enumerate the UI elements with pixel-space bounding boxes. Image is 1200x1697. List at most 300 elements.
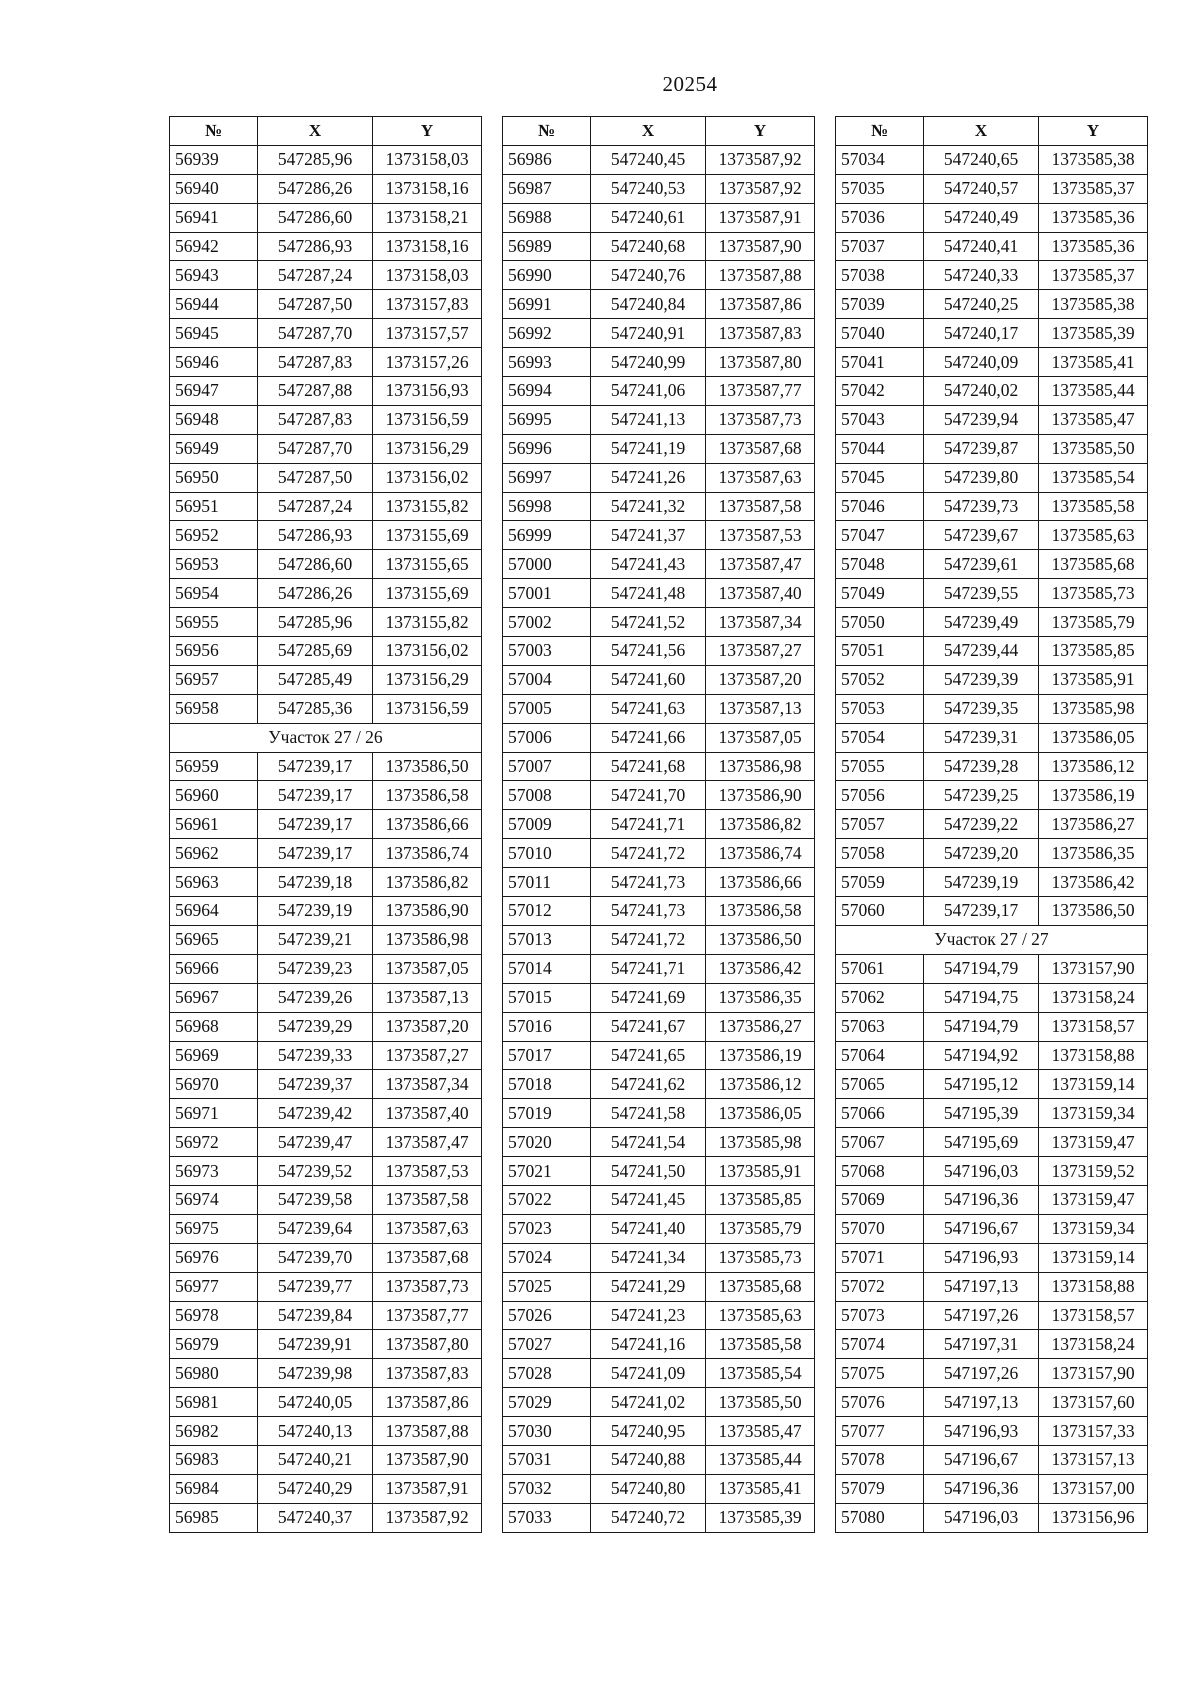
point-number: 57036 bbox=[836, 203, 924, 232]
table-row bbox=[170, 203, 482, 232]
x-coordinate: 547240,37 bbox=[258, 1503, 373, 1532]
y-coordinate: 1373587,73 bbox=[373, 1272, 482, 1301]
table-row bbox=[170, 954, 482, 983]
x-coordinate: 547241,70 bbox=[591, 781, 706, 810]
y-coordinate: 1373158,16 bbox=[373, 174, 482, 203]
x-coordinate: 547287,70 bbox=[258, 434, 373, 463]
y-coordinate: 1373585,98 bbox=[706, 1128, 815, 1157]
y-coordinate: 1373586,19 bbox=[1039, 781, 1148, 810]
point-number: 57078 bbox=[836, 1445, 924, 1474]
y-coordinate: 1373587,77 bbox=[373, 1301, 482, 1330]
point-number: 56952 bbox=[170, 521, 258, 550]
y-coordinate: 1373587,58 bbox=[373, 1185, 482, 1214]
point-number: 57046 bbox=[836, 492, 924, 521]
point-number: 57019 bbox=[503, 1099, 591, 1128]
x-coordinate: 547239,28 bbox=[924, 752, 1039, 781]
table-header-row bbox=[503, 117, 815, 146]
point-number: 56993 bbox=[503, 348, 591, 377]
point-number: 57024 bbox=[503, 1243, 591, 1272]
table-row bbox=[836, 665, 1148, 694]
table-row bbox=[170, 1417, 482, 1446]
table-row bbox=[170, 1012, 482, 1041]
point-number: 57023 bbox=[503, 1214, 591, 1243]
table-row bbox=[836, 319, 1148, 348]
point-number: 57051 bbox=[836, 637, 924, 666]
x-coordinate: 547196,93 bbox=[924, 1417, 1039, 1446]
x-coordinate: 547286,26 bbox=[258, 579, 373, 608]
point-number: 56962 bbox=[170, 839, 258, 868]
y-coordinate: 1373159,34 bbox=[1039, 1099, 1148, 1128]
table-row bbox=[836, 348, 1148, 377]
y-coordinate: 1373586,90 bbox=[373, 897, 482, 926]
point-number: 56969 bbox=[170, 1041, 258, 1070]
table-row bbox=[836, 463, 1148, 492]
x-coordinate: 547241,72 bbox=[591, 839, 706, 868]
point-number: 57060 bbox=[836, 897, 924, 926]
y-coordinate: 1373155,69 bbox=[373, 579, 482, 608]
point-number: 57026 bbox=[503, 1301, 591, 1330]
table-row bbox=[503, 1474, 815, 1503]
x-coordinate: 547241,40 bbox=[591, 1214, 706, 1243]
point-number: 56945 bbox=[170, 319, 258, 348]
point-number: 56983 bbox=[170, 1445, 258, 1474]
table-header-row bbox=[170, 117, 482, 146]
point-number: 57027 bbox=[503, 1330, 591, 1359]
y-coordinate: 1373158,03 bbox=[373, 261, 482, 290]
x-coordinate: 547196,67 bbox=[924, 1445, 1039, 1474]
table-row bbox=[503, 377, 815, 406]
table-row bbox=[503, 637, 815, 666]
y-coordinate: 1373586,82 bbox=[706, 810, 815, 839]
point-number: 56944 bbox=[170, 290, 258, 319]
table-row bbox=[503, 492, 815, 521]
x-coordinate: 547197,31 bbox=[924, 1330, 1039, 1359]
y-coordinate: 1373585,50 bbox=[706, 1388, 815, 1417]
x-coordinate: 547287,24 bbox=[258, 492, 373, 521]
x-coordinate: 547239,21 bbox=[258, 925, 373, 954]
x-coordinate: 547196,36 bbox=[924, 1474, 1039, 1503]
point-number: 56943 bbox=[170, 261, 258, 290]
y-coordinate: 1373587,92 bbox=[706, 145, 815, 174]
table-row bbox=[503, 203, 815, 232]
y-coordinate: 1373587,40 bbox=[706, 579, 815, 608]
point-number: 57065 bbox=[836, 1070, 924, 1099]
x-coordinate: 547240,61 bbox=[591, 203, 706, 232]
table-row bbox=[503, 1012, 815, 1041]
header-y: Y bbox=[706, 117, 815, 146]
table-row bbox=[836, 1099, 1148, 1128]
point-number: 57002 bbox=[503, 608, 591, 637]
point-number: 56940 bbox=[170, 174, 258, 203]
y-coordinate: 1373585,85 bbox=[1039, 637, 1148, 666]
y-coordinate: 1373156,59 bbox=[373, 694, 482, 723]
table-row bbox=[836, 1445, 1148, 1474]
point-number: 57080 bbox=[836, 1503, 924, 1532]
y-coordinate: 1373587,40 bbox=[373, 1099, 482, 1128]
header-x: X bbox=[924, 117, 1039, 146]
y-coordinate: 1373155,82 bbox=[373, 608, 482, 637]
point-number: 57074 bbox=[836, 1330, 924, 1359]
y-coordinate: 1373586,50 bbox=[706, 925, 815, 954]
x-coordinate: 547239,37 bbox=[258, 1070, 373, 1099]
y-coordinate: 1373156,93 bbox=[373, 377, 482, 406]
x-coordinate: 547241,65 bbox=[591, 1041, 706, 1070]
y-coordinate: 1373586,05 bbox=[706, 1099, 815, 1128]
point-number: 56999 bbox=[503, 521, 591, 550]
x-coordinate: 547239,80 bbox=[924, 463, 1039, 492]
y-coordinate: 1373585,36 bbox=[1039, 232, 1148, 261]
table-row bbox=[170, 1214, 482, 1243]
point-number: 57067 bbox=[836, 1128, 924, 1157]
y-coordinate: 1373585,54 bbox=[1039, 463, 1148, 492]
table-row bbox=[503, 348, 815, 377]
x-coordinate: 547239,23 bbox=[258, 954, 373, 983]
y-coordinate: 1373158,57 bbox=[1039, 1301, 1148, 1330]
x-coordinate: 547240,13 bbox=[258, 1417, 373, 1446]
point-number: 57017 bbox=[503, 1041, 591, 1070]
y-coordinate: 1373157,13 bbox=[1039, 1445, 1148, 1474]
x-coordinate: 547241,09 bbox=[591, 1359, 706, 1388]
x-coordinate: 547287,88 bbox=[258, 377, 373, 406]
x-coordinate: 547240,84 bbox=[591, 290, 706, 319]
point-number: 57073 bbox=[836, 1301, 924, 1330]
x-coordinate: 547239,55 bbox=[924, 579, 1039, 608]
y-coordinate: 1373586,74 bbox=[373, 839, 482, 868]
y-coordinate: 1373585,44 bbox=[1039, 377, 1148, 406]
point-number: 57007 bbox=[503, 752, 591, 781]
x-coordinate: 547241,62 bbox=[591, 1070, 706, 1099]
x-coordinate: 547241,67 bbox=[591, 1012, 706, 1041]
y-coordinate: 1373585,73 bbox=[706, 1243, 815, 1272]
table-row bbox=[170, 1301, 482, 1330]
point-number: 57061 bbox=[836, 954, 924, 983]
table-row bbox=[503, 1214, 815, 1243]
point-number: 56982 bbox=[170, 1417, 258, 1446]
point-number: 56978 bbox=[170, 1301, 258, 1330]
y-coordinate: 1373585,79 bbox=[706, 1214, 815, 1243]
table-row bbox=[503, 1070, 815, 1099]
y-coordinate: 1373585,68 bbox=[1039, 550, 1148, 579]
x-coordinate: 547241,54 bbox=[591, 1128, 706, 1157]
x-coordinate: 547196,67 bbox=[924, 1214, 1039, 1243]
point-number: 56989 bbox=[503, 232, 591, 261]
point-number: 57022 bbox=[503, 1185, 591, 1214]
y-coordinate: 1373587,80 bbox=[706, 348, 815, 377]
x-coordinate: 547239,77 bbox=[258, 1272, 373, 1301]
y-coordinate: 1373585,79 bbox=[1039, 608, 1148, 637]
y-coordinate: 1373585,36 bbox=[1039, 203, 1148, 232]
y-coordinate: 1373585,63 bbox=[706, 1301, 815, 1330]
point-number: 57049 bbox=[836, 579, 924, 608]
section-row bbox=[836, 925, 1148, 954]
y-coordinate: 1373586,27 bbox=[706, 1012, 815, 1041]
point-number: 56998 bbox=[503, 492, 591, 521]
table-row bbox=[170, 1070, 482, 1099]
x-coordinate: 547196,93 bbox=[924, 1243, 1039, 1272]
table-row bbox=[503, 1388, 815, 1417]
point-number: 57055 bbox=[836, 752, 924, 781]
table-row bbox=[503, 723, 815, 752]
table-row bbox=[170, 405, 482, 434]
point-number: 57003 bbox=[503, 637, 591, 666]
point-number: 56992 bbox=[503, 319, 591, 348]
table-row bbox=[503, 752, 815, 781]
y-coordinate: 1373587,80 bbox=[373, 1330, 482, 1359]
table-row bbox=[836, 752, 1148, 781]
x-coordinate: 547240,91 bbox=[591, 319, 706, 348]
x-coordinate: 547239,26 bbox=[258, 983, 373, 1012]
point-number: 56939 bbox=[170, 145, 258, 174]
point-number: 56941 bbox=[170, 203, 258, 232]
x-coordinate: 547240,05 bbox=[258, 1388, 373, 1417]
x-coordinate: 547197,26 bbox=[924, 1359, 1039, 1388]
x-coordinate: 547287,50 bbox=[258, 463, 373, 492]
point-number: 56986 bbox=[503, 145, 591, 174]
table-row bbox=[836, 1388, 1148, 1417]
point-number: 56951 bbox=[170, 492, 258, 521]
y-coordinate: 1373157,90 bbox=[1039, 1359, 1148, 1388]
point-number: 57037 bbox=[836, 232, 924, 261]
y-coordinate: 1373587,92 bbox=[706, 174, 815, 203]
y-coordinate: 1373587,90 bbox=[706, 232, 815, 261]
table-row bbox=[503, 1128, 815, 1157]
y-coordinate: 1373586,58 bbox=[706, 897, 815, 926]
point-number: 56988 bbox=[503, 203, 591, 232]
x-coordinate: 547194,79 bbox=[924, 1012, 1039, 1041]
point-number: 57058 bbox=[836, 839, 924, 868]
y-coordinate: 1373586,50 bbox=[1039, 897, 1148, 926]
x-coordinate: 547239,25 bbox=[924, 781, 1039, 810]
point-number: 56949 bbox=[170, 434, 258, 463]
point-number: 56958 bbox=[170, 694, 258, 723]
table-row bbox=[503, 579, 815, 608]
point-number: 57028 bbox=[503, 1359, 591, 1388]
x-coordinate: 547196,03 bbox=[924, 1157, 1039, 1186]
y-coordinate: 1373587,58 bbox=[706, 492, 815, 521]
point-number: 57011 bbox=[503, 868, 591, 897]
table-row bbox=[170, 897, 482, 926]
y-coordinate: 1373157,26 bbox=[373, 348, 482, 377]
x-coordinate: 547239,91 bbox=[258, 1330, 373, 1359]
section-title: Участок 27 / 26 bbox=[170, 723, 482, 752]
x-coordinate: 547287,24 bbox=[258, 261, 373, 290]
y-coordinate: 1373587,86 bbox=[706, 290, 815, 319]
table-row bbox=[503, 319, 815, 348]
x-coordinate: 547241,26 bbox=[591, 463, 706, 492]
x-coordinate: 547241,16 bbox=[591, 1330, 706, 1359]
x-coordinate: 547239,73 bbox=[924, 492, 1039, 521]
y-coordinate: 1373587,83 bbox=[706, 319, 815, 348]
point-number: 57015 bbox=[503, 983, 591, 1012]
point-number: 57004 bbox=[503, 665, 591, 694]
point-number: 57048 bbox=[836, 550, 924, 579]
y-coordinate: 1373587,86 bbox=[373, 1388, 482, 1417]
table-row bbox=[836, 550, 1148, 579]
table-row bbox=[503, 1185, 815, 1214]
x-coordinate: 547239,17 bbox=[258, 810, 373, 839]
x-coordinate: 547239,19 bbox=[924, 868, 1039, 897]
y-coordinate: 1373157,60 bbox=[1039, 1388, 1148, 1417]
x-coordinate: 547241,50 bbox=[591, 1157, 706, 1186]
y-coordinate: 1373587,05 bbox=[373, 954, 482, 983]
header-x: X bbox=[258, 117, 373, 146]
x-coordinate: 547239,98 bbox=[258, 1359, 373, 1388]
table-row bbox=[503, 174, 815, 203]
point-number: 56963 bbox=[170, 868, 258, 897]
x-coordinate: 547286,26 bbox=[258, 174, 373, 203]
x-coordinate: 547241,48 bbox=[591, 579, 706, 608]
table-row bbox=[503, 1157, 815, 1186]
table-row bbox=[170, 1157, 482, 1186]
table-row bbox=[503, 1243, 815, 1272]
header-x: X bbox=[591, 117, 706, 146]
point-number: 57047 bbox=[836, 521, 924, 550]
y-coordinate: 1373585,63 bbox=[1039, 521, 1148, 550]
point-number: 57070 bbox=[836, 1214, 924, 1243]
y-coordinate: 1373586,35 bbox=[706, 983, 815, 1012]
x-coordinate: 547287,50 bbox=[258, 290, 373, 319]
table-row bbox=[503, 1041, 815, 1070]
x-coordinate: 547241,56 bbox=[591, 637, 706, 666]
point-number: 57029 bbox=[503, 1388, 591, 1417]
table-row bbox=[170, 290, 482, 319]
y-coordinate: 1373585,39 bbox=[706, 1503, 815, 1532]
table-row bbox=[170, 665, 482, 694]
table-row bbox=[170, 1243, 482, 1272]
x-coordinate: 547240,99 bbox=[591, 348, 706, 377]
point-number: 56946 bbox=[170, 348, 258, 377]
table-row bbox=[836, 1359, 1148, 1388]
y-coordinate: 1373587,20 bbox=[373, 1012, 482, 1041]
table-row bbox=[170, 1359, 482, 1388]
y-coordinate: 1373585,85 bbox=[706, 1185, 815, 1214]
table-row bbox=[170, 608, 482, 637]
y-coordinate: 1373587,47 bbox=[706, 550, 815, 579]
x-coordinate: 547240,57 bbox=[924, 174, 1039, 203]
table-row bbox=[170, 752, 482, 781]
point-number: 57043 bbox=[836, 405, 924, 434]
point-number: 57018 bbox=[503, 1070, 591, 1099]
point-number: 56994 bbox=[503, 377, 591, 406]
table-row bbox=[836, 723, 1148, 752]
table-row bbox=[836, 608, 1148, 637]
x-coordinate: 547240,41 bbox=[924, 232, 1039, 261]
point-number: 57064 bbox=[836, 1041, 924, 1070]
point-number: 56996 bbox=[503, 434, 591, 463]
table-row bbox=[170, 1128, 482, 1157]
x-coordinate: 547240,25 bbox=[924, 290, 1039, 319]
y-coordinate: 1373587,13 bbox=[706, 694, 815, 723]
point-number: 56975 bbox=[170, 1214, 258, 1243]
point-number: 56947 bbox=[170, 377, 258, 406]
x-coordinate: 547241,13 bbox=[591, 405, 706, 434]
y-coordinate: 1373585,47 bbox=[1039, 405, 1148, 434]
point-number: 57063 bbox=[836, 1012, 924, 1041]
table-row bbox=[170, 521, 482, 550]
y-coordinate: 1373158,24 bbox=[1039, 1330, 1148, 1359]
point-number: 57062 bbox=[836, 983, 924, 1012]
table-row bbox=[170, 839, 482, 868]
table-row bbox=[170, 348, 482, 377]
header-number: № bbox=[503, 117, 591, 146]
point-number: 57069 bbox=[836, 1185, 924, 1214]
x-coordinate: 547239,58 bbox=[258, 1185, 373, 1214]
table-row bbox=[503, 463, 815, 492]
y-coordinate: 1373587,34 bbox=[373, 1070, 482, 1099]
header-y: Y bbox=[1039, 117, 1148, 146]
table-row bbox=[503, 1301, 815, 1330]
point-number: 56961 bbox=[170, 810, 258, 839]
coordinates-table-2 bbox=[502, 116, 815, 1533]
point-number: 56965 bbox=[170, 925, 258, 954]
table-row bbox=[836, 174, 1148, 203]
x-coordinate: 547241,71 bbox=[591, 810, 706, 839]
x-coordinate: 547239,33 bbox=[258, 1041, 373, 1070]
x-coordinate: 547241,69 bbox=[591, 983, 706, 1012]
x-coordinate: 547285,69 bbox=[258, 637, 373, 666]
table-row bbox=[836, 261, 1148, 290]
table-row bbox=[170, 434, 482, 463]
y-coordinate: 1373587,34 bbox=[706, 608, 815, 637]
table-row bbox=[503, 1445, 815, 1474]
section-row bbox=[170, 723, 482, 752]
x-coordinate: 547241,72 bbox=[591, 925, 706, 954]
table-row bbox=[503, 925, 815, 954]
point-number: 57039 bbox=[836, 290, 924, 319]
table-row bbox=[170, 261, 482, 290]
point-number: 57075 bbox=[836, 1359, 924, 1388]
y-coordinate: 1373587,88 bbox=[373, 1417, 482, 1446]
point-number: 57057 bbox=[836, 810, 924, 839]
x-coordinate: 547239,18 bbox=[258, 868, 373, 897]
table-row bbox=[836, 637, 1148, 666]
x-coordinate: 547239,39 bbox=[924, 665, 1039, 694]
table-row bbox=[836, 1012, 1148, 1041]
table-row bbox=[836, 405, 1148, 434]
y-coordinate: 1373158,57 bbox=[1039, 1012, 1148, 1041]
table-header-row bbox=[836, 117, 1148, 146]
table-row bbox=[170, 1388, 482, 1417]
point-number: 56987 bbox=[503, 174, 591, 203]
y-coordinate: 1373586,05 bbox=[1039, 723, 1148, 752]
point-number: 56966 bbox=[170, 954, 258, 983]
y-coordinate: 1373586,42 bbox=[706, 954, 815, 983]
point-number: 57032 bbox=[503, 1474, 591, 1503]
y-coordinate: 1373587,92 bbox=[373, 1503, 482, 1532]
x-coordinate: 547286,93 bbox=[258, 232, 373, 261]
x-coordinate: 547285,49 bbox=[258, 665, 373, 694]
point-number: 57045 bbox=[836, 463, 924, 492]
table-row bbox=[503, 1503, 815, 1532]
y-coordinate: 1373586,12 bbox=[706, 1070, 815, 1099]
point-number: 57005 bbox=[503, 694, 591, 723]
x-coordinate: 547194,75 bbox=[924, 983, 1039, 1012]
x-coordinate: 547241,73 bbox=[591, 868, 706, 897]
table-row bbox=[836, 983, 1148, 1012]
y-coordinate: 1373585,37 bbox=[1039, 261, 1148, 290]
table-row bbox=[836, 1474, 1148, 1503]
y-coordinate: 1373159,52 bbox=[1039, 1157, 1148, 1186]
x-coordinate: 547240,88 bbox=[591, 1445, 706, 1474]
table-row bbox=[503, 1417, 815, 1446]
point-number: 57072 bbox=[836, 1272, 924, 1301]
y-coordinate: 1373586,90 bbox=[706, 781, 815, 810]
coordinates-table-1 bbox=[169, 116, 482, 1533]
point-number: 56991 bbox=[503, 290, 591, 319]
table-row bbox=[836, 1301, 1148, 1330]
x-coordinate: 547240,65 bbox=[924, 145, 1039, 174]
y-coordinate: 1373587,53 bbox=[706, 521, 815, 550]
